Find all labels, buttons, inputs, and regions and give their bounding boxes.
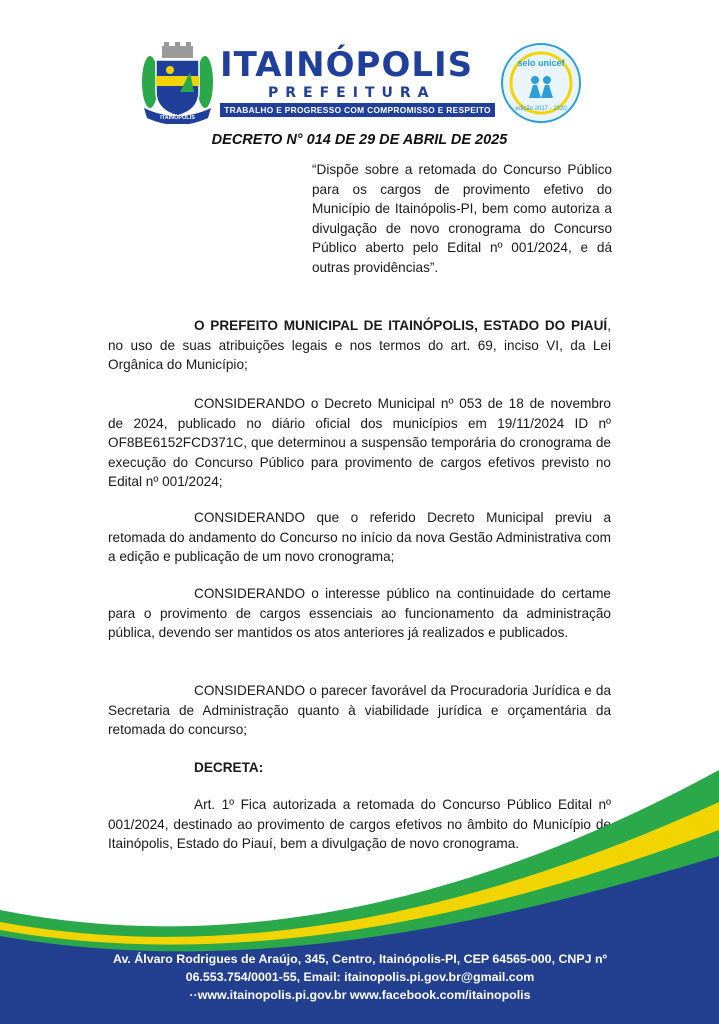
crest-ribbon-text: ITAINÓPOLIS bbox=[160, 115, 195, 121]
considerando-paragraph-2 bbox=[108, 508, 611, 567]
considerando-keyword: CONSIDERANDO bbox=[194, 683, 306, 698]
decree-summary: “Dispõe sobre a retomada do Concurso Público para os cargos de provimento efetivo do Município de Itainópolis-PI, bem como autoriza a divulgação de novo cronograma do Concurso Público aberto pelo Edital nº 001/2024, e dá outras providências”. bbox=[312, 162, 612, 275]
seal-top-text: selo unicef bbox=[517, 58, 565, 68]
considerando-keyword: CONSIDERANDO bbox=[194, 586, 306, 601]
prefeitura-label: PREFEITURA bbox=[268, 85, 436, 101]
municipality-name: ITAINÓPOLIS bbox=[220, 45, 474, 85]
municipal-crest-icon bbox=[140, 42, 215, 124]
seal-bottom-text: edição 2017 - 2020 bbox=[515, 106, 567, 112]
letterhead bbox=[140, 40, 585, 130]
unicef-seal-icon bbox=[500, 42, 582, 124]
decreta-heading: DECRETA: bbox=[194, 760, 264, 775]
footer-address: Av. Álvaro Rodrigues de Araújo, 345, Centro, Itainópolis-PI, CEP 64565-000, CNPJ nº 06.553.754/0001-55, Email: itainopolis.pi.gov.br@gmail.com bbox=[112, 952, 608, 984]
considerando-text: o interesse público na continuidade do certame para o provimento de cargos essenciais ao funcionamento da administração pública, devendo ser mantidos os atos anteriores já realizados e publicados. bbox=[108, 586, 611, 640]
preamble-authority: O PREFEITO MUNICIPAL DE ITAINÓPOLIS, ESTADO DO PIAUÍ bbox=[194, 318, 608, 333]
preamble-paragraph bbox=[108, 316, 611, 375]
slogan-banner: TRABALHO E PROGRESSO COM COMPROMISSO E RESPEITO bbox=[220, 103, 495, 117]
footer-contact bbox=[100, 950, 620, 1004]
footer-websites: ··www.itainopolis.pi.gov.br www.facebook.com/itainopolis bbox=[189, 988, 531, 1002]
article-1: Art. 1º Fica autorizada a retomada do Concurso Público Edital nº 001/2024, destinado ao provimento de cargos efetivos no âmbito do Município de Itainópolis, Estado do Piauí, bem a divulgação de novo cronograma. bbox=[108, 797, 611, 851]
considerando-text: o parecer favorável da Procuradoria Jurídica e da Secretaria de Administração quanto à viabilidade jurídica e orçamentária da retomada do concurso; bbox=[108, 683, 611, 737]
considerando-text: o Decreto Municipal nº 053 de 18 de novembro de 2024, publicado no diário oficial dos municípios em 19/11/2024 ID nº OF8BE6152FCD371C, que determinou a suspensão temporária do cronograma de execução do Concurso Público para provimento de cargos efetivos previsto no Edital nº 001/2024; bbox=[108, 396, 611, 489]
considerando-paragraph-4 bbox=[108, 681, 611, 740]
considerando-paragraph-3 bbox=[108, 584, 611, 643]
preamble-text: , no uso de suas atribuições legais e nos termos do art. 69, inciso VI, da Lei Orgânica do Município; bbox=[108, 318, 611, 372]
decree-title: DECRETO N° 014 DE 29 DE ABRIL DE 2025 bbox=[211, 132, 508, 148]
considerando-keyword: CONSIDERANDO bbox=[194, 510, 306, 525]
considerando-keyword: CONSIDERANDO bbox=[194, 396, 306, 411]
considerando-paragraph-1 bbox=[108, 394, 611, 492]
considerando-text: que o referido Decreto Municipal previu a retomada do andamento do Concurso no início da nova Gestão Administrativa com a edição e publicação de um novo cronograma; bbox=[108, 510, 611, 564]
